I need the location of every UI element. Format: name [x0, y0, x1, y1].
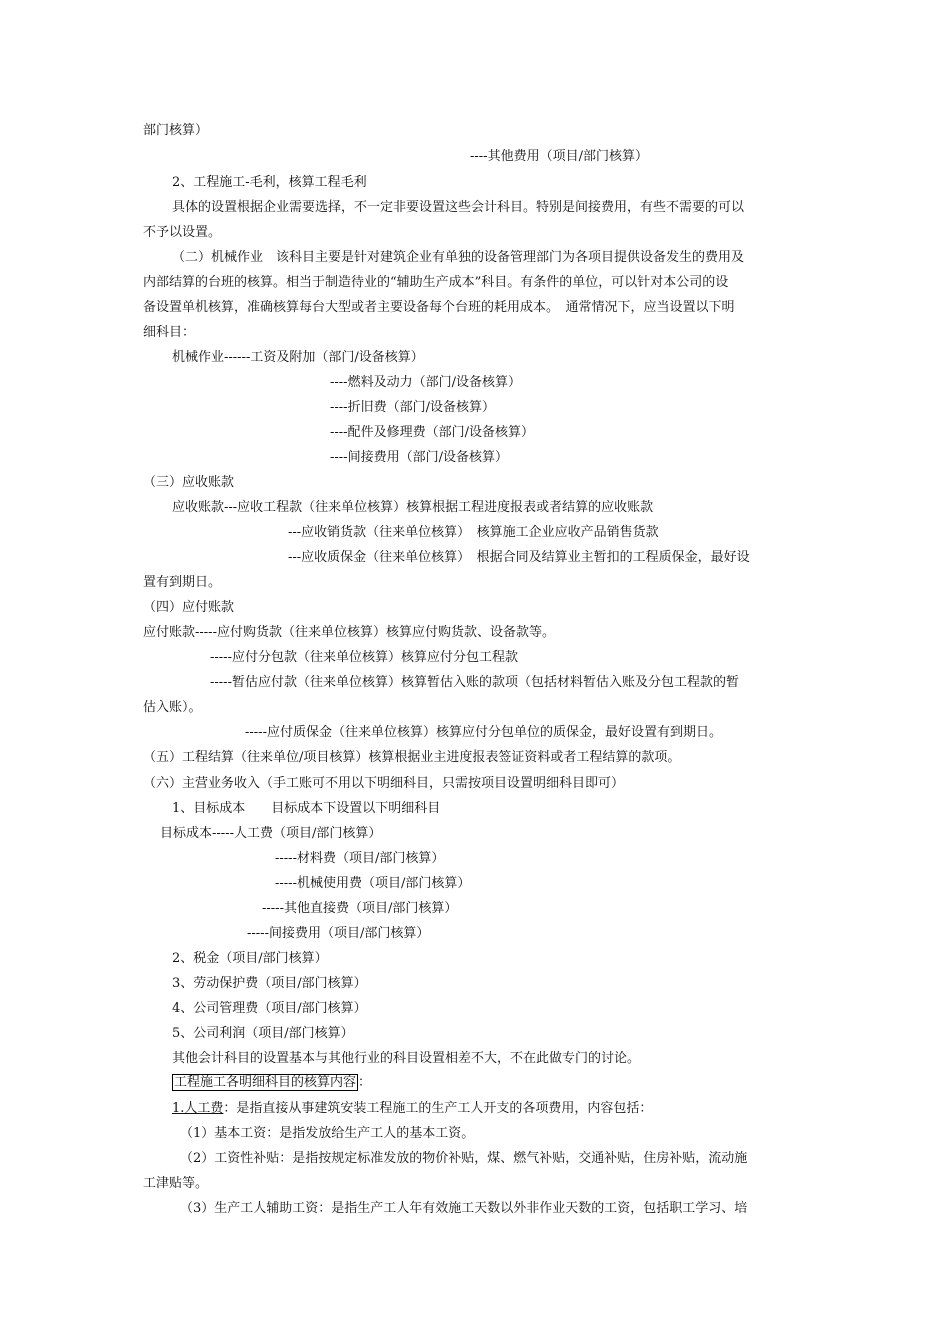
text-line: ----燃料及动力（部门/设备核算）	[330, 375, 521, 390]
text-line: （1）基本工资：是指发放给生产工人的基本工资。	[180, 1126, 475, 1141]
text-line: 其他会计科目的设置基本与其他行业的科目设置相差不大，不在此做专门的讨论。	[172, 1051, 641, 1066]
text-line: -----机械使用费（项目/部门核算）	[275, 876, 471, 891]
text-line: 目标成本-----人工费（项目/部门核算）	[160, 826, 382, 841]
text-line: 估入账）。	[143, 700, 202, 715]
text-line: -----暂估应付款（往来单位核算）核算暂估入账的款项（包括材料暂估入账及分包工程款的暂	[210, 675, 739, 690]
term-definition: ：是指直接从事建筑安装工程施工的生产工人开支的各项费用，内容包括：	[223, 1101, 653, 1116]
text-line: 置有到期日。	[143, 575, 222, 590]
underlined-term: 1.人工费	[172, 1101, 224, 1116]
text-line: 不予以设置。	[143, 225, 222, 240]
text-line: （3）生产工人辅助工资：是指生产工人年有效施工天数以外非作业天数的工资，包括职工学习、培	[180, 1201, 748, 1216]
text-line: ----间接费用（部门/设备核算）	[330, 450, 508, 465]
section-heading: （六）主营业务收入（手工账可不用以下明细科目，只需按项目设置明细科目即可）	[143, 776, 625, 791]
text-line: ----折旧费（部门/设备核算）	[330, 400, 495, 415]
boxed-heading: 工程施工各明细科目的核算内容	[174, 1075, 357, 1090]
section-heading: （五）工程结算（往来单位/项目核算）核算根据业主进度报表签证资料或者工程结算的款项。	[143, 750, 681, 765]
text-line: -----材料费（项目/部门核算）	[275, 851, 445, 866]
text-line: ----其他费用（项目/部门核算）	[470, 149, 648, 164]
text-line: 2、税金（项目/部门核算）	[172, 951, 328, 966]
heading-colon: ：	[358, 1075, 372, 1090]
text-line: 工津贴等。	[143, 1176, 209, 1191]
text-line: 具体的设置根据企业需要选择，不一定非要设置这些会计科目。特别是间接费用，有些不需要的可以	[172, 200, 745, 215]
boxed-heading-line	[172, 1074, 371, 1092]
section-heading: （四）应付账款	[143, 600, 235, 615]
text-line: （二）机械作业 该科目主要是针对建筑企业有单独的设备管理部门为各项目提供设备发生的费用及	[172, 250, 745, 265]
text-line: ----配件及修理费（部门/设备核算）	[330, 425, 534, 440]
text-line: 机械作业------工资及附加（部门/设备核算）	[172, 350, 424, 365]
section-heading: （三）应收账款	[143, 475, 235, 490]
text-line: 备设置单机核算，准确核算每台大型或者主要设备每个台班的耗用成本。 通常情况下，应当设置以下明	[143, 300, 735, 315]
text-line: 应收账款---应收工程款（往来单位核算）核算根据工程进度报表或者结算的应收账款	[172, 500, 654, 515]
text-line: 4、公司管理费（项目/部门核算）	[172, 1001, 367, 1016]
text-line: -----其他直接费（项目/部门核算）	[262, 901, 458, 916]
text-line: 3、劳动保护费（项目/部门核算）	[172, 976, 367, 991]
text-line: 应付账款-----应付购货款（往来单位核算）核算应付购货款、设备款等。	[143, 625, 555, 640]
text-line: 5、公司利润（项目/部门核算）	[172, 1026, 354, 1041]
text-line: -----应付质保金（往来单位核算）核算应付分包单位的质保金，最好设置有到期日。	[245, 725, 722, 740]
text-line: 部门核算）	[143, 123, 209, 138]
text-line	[172, 1100, 652, 1118]
text-line: 内部结算的台班的核算。相当于制造待业的“辅助生产成本”科目。有条件的单位，可以针对本公司的设	[143, 275, 729, 290]
text-line: 1、目标成本 目标成本下设置以下明细科目	[172, 801, 441, 816]
text-line: 细科目：	[143, 325, 196, 340]
text-line: ---应收销货款（往来单位核算） 核算施工企业应收产品销售货款	[288, 525, 659, 540]
text-line: （2）工资性补贴：是指按规定标准发放的物价补贴，煤、燃气补贴，交通补贴，住房补贴，流动施	[180, 1151, 748, 1166]
text-line: -----应付分包款（往来单位核算）核算应付分包工程款	[210, 650, 518, 665]
text-line: 2、工程施工-毛利，核算工程毛利	[172, 175, 367, 190]
text-line: ---应收质保金（往来单位核算） 根据合同及结算业主暂扣的工程质保金，最好设	[288, 550, 750, 565]
text-line: -----间接费用（项目/部门核算）	[247, 926, 430, 941]
